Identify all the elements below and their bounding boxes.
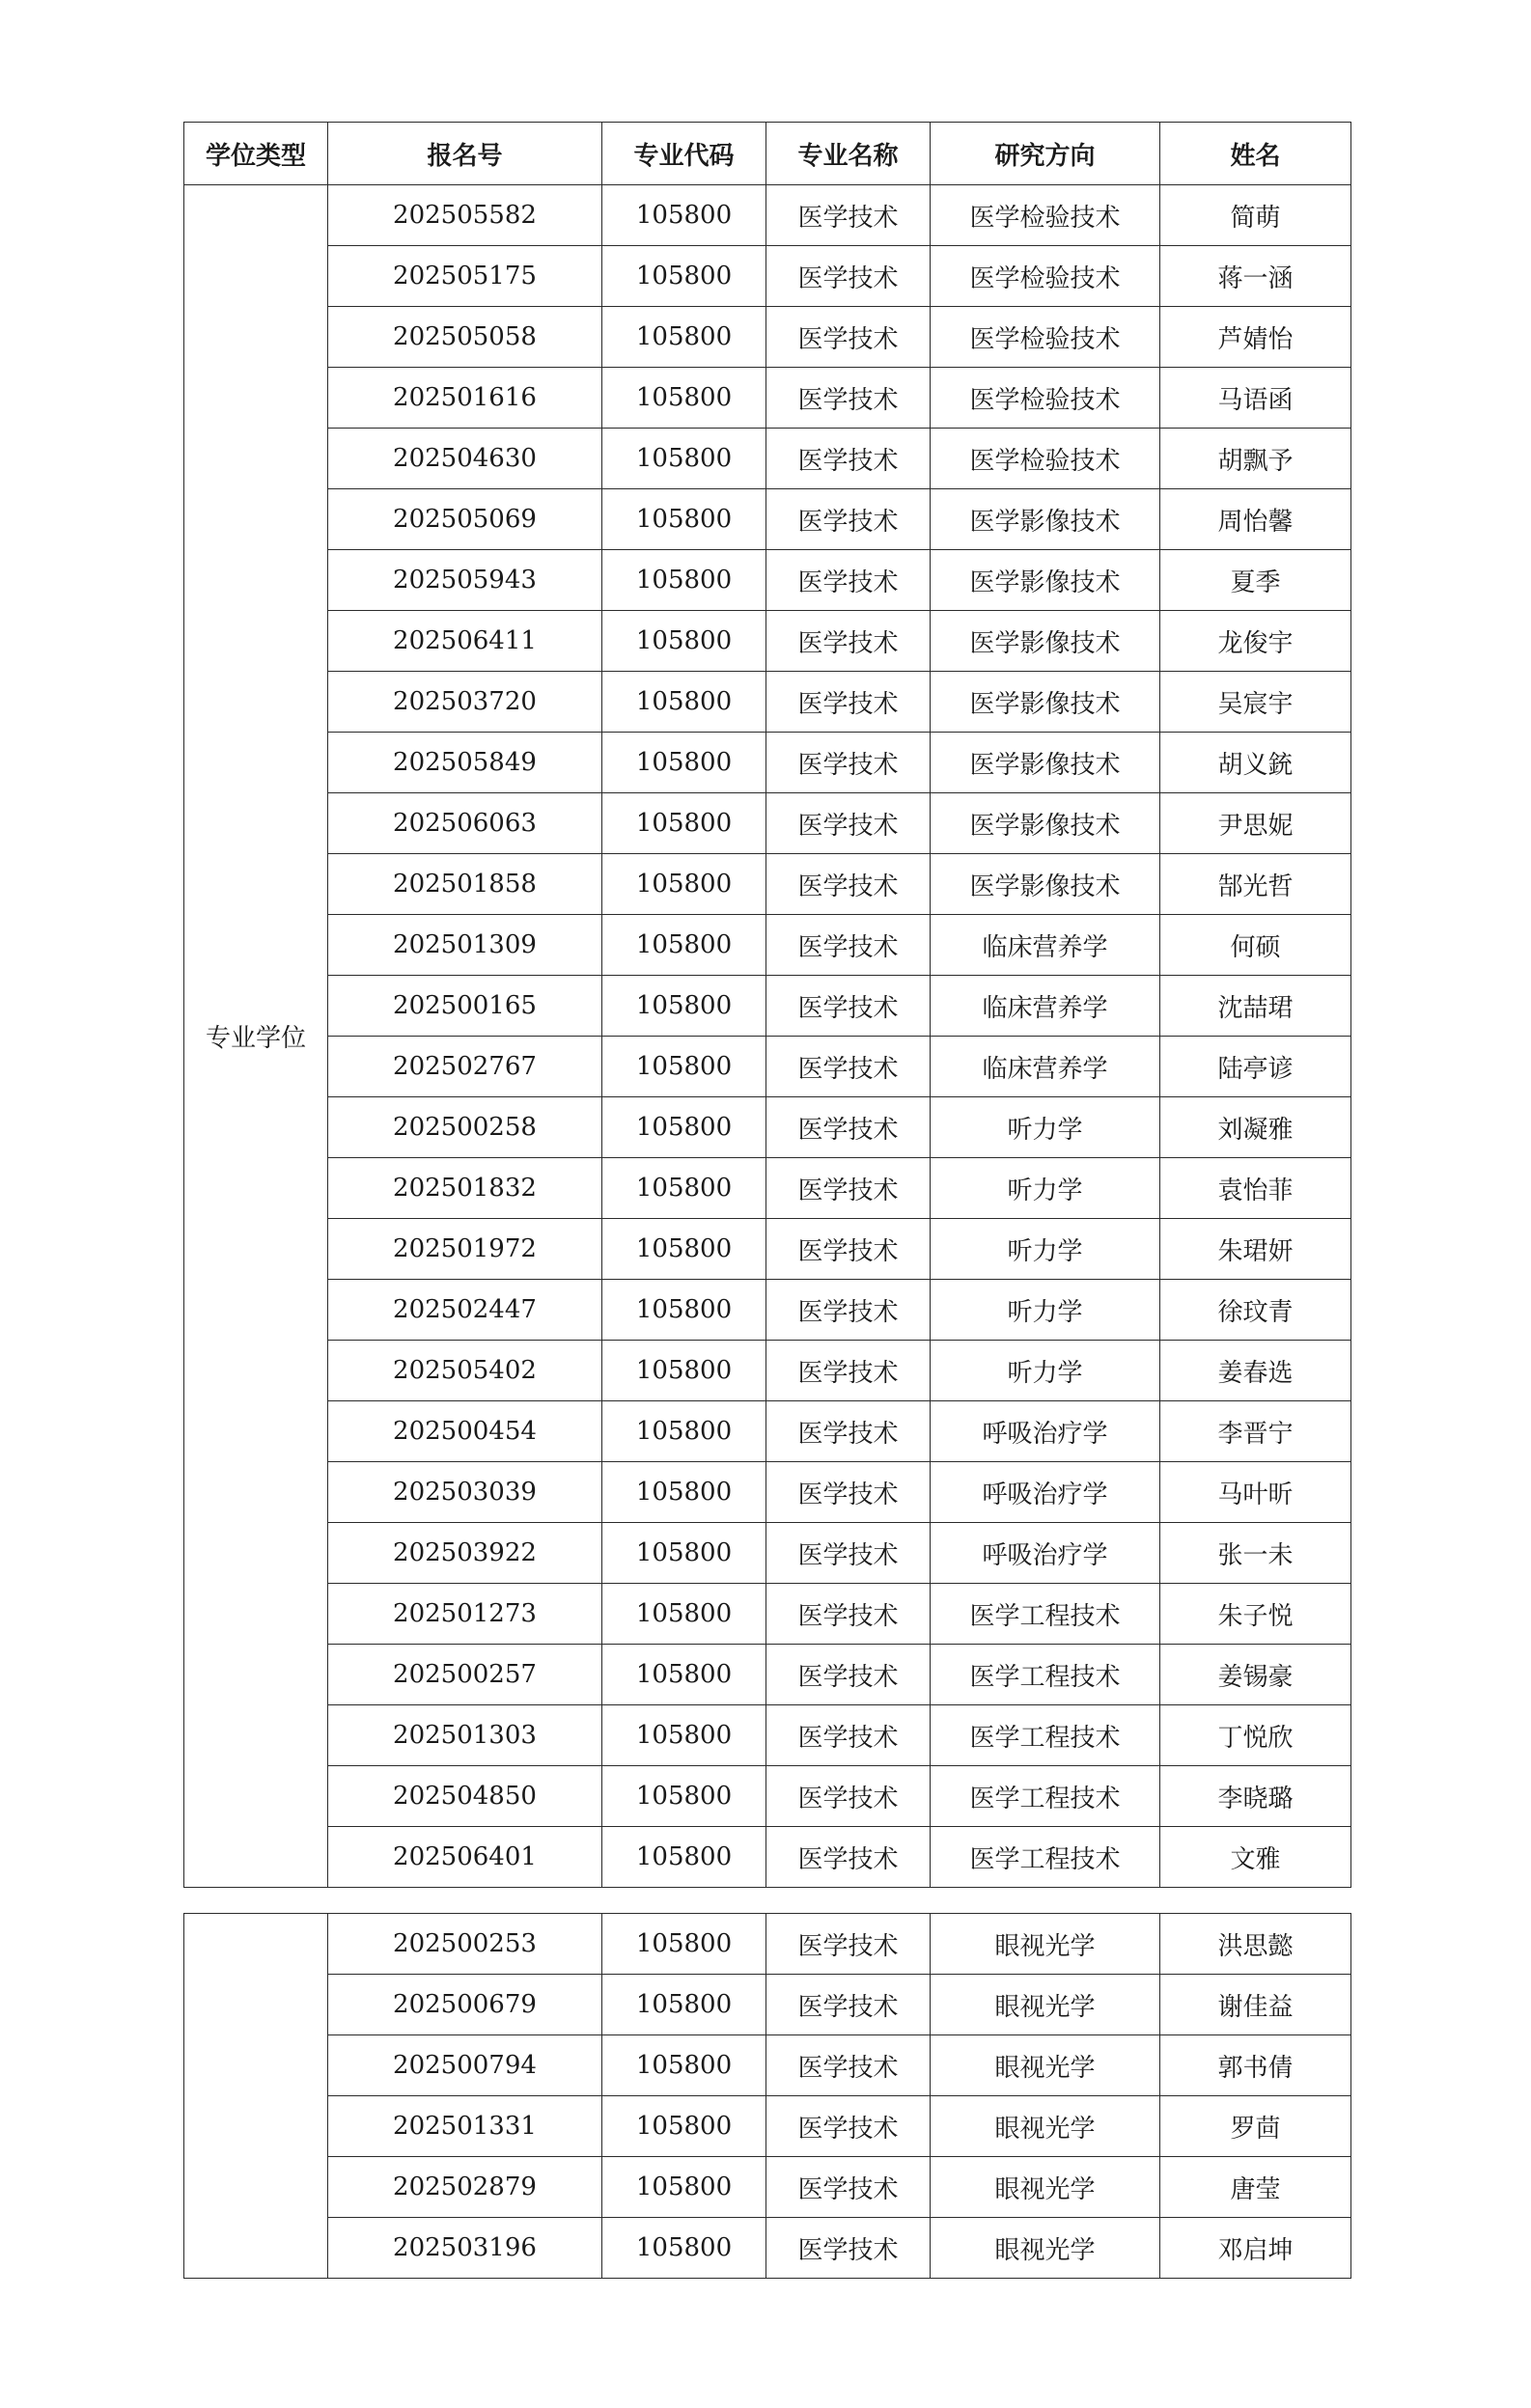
table-row (184, 1401, 1351, 1462)
major-name-cell: 医学技术 (766, 976, 931, 1037)
major-code-cell: 105800 (602, 2035, 766, 2096)
student-name-cell: 徐玟青 (1160, 1280, 1351, 1341)
major-code-cell: 105800 (602, 1766, 766, 1827)
major-name-cell: 医学技术 (766, 2218, 931, 2279)
major-code-cell: 105800 (602, 611, 766, 672)
major-code-cell: 105800 (602, 1584, 766, 1645)
major-name-cell: 医学技术 (766, 915, 931, 976)
table-row (184, 976, 1351, 1037)
table-row (184, 246, 1351, 307)
table-row (184, 1645, 1351, 1705)
student-name-cell: 芦婧怡 (1160, 307, 1351, 368)
student-name-cell: 丁悦欣 (1160, 1705, 1351, 1766)
major-name-cell: 医学技术 (766, 1341, 931, 1401)
major-name-cell: 医学技术 (766, 1097, 931, 1158)
table-row (184, 429, 1351, 489)
major-name-cell: 医学技术 (766, 1766, 931, 1827)
table-row (184, 2096, 1351, 2157)
major-name-cell: 医学技术 (766, 1462, 931, 1523)
header-major-name: 专业名称 (766, 123, 931, 185)
major-code-cell: 105800 (602, 1280, 766, 1341)
major-code-cell: 105800 (602, 1523, 766, 1584)
major-code-cell: 105800 (602, 2157, 766, 2218)
student-name-cell: 刘凝雅 (1160, 1097, 1351, 1158)
major-name-cell: 医学技术 (766, 1914, 931, 1975)
table-row (184, 2157, 1351, 2218)
major-code-cell: 105800 (602, 1975, 766, 2035)
major-name-cell: 医学技术 (766, 429, 931, 489)
table-row (184, 1584, 1351, 1645)
major-code-cell: 105800 (602, 793, 766, 854)
major-code-cell: 105800 (602, 307, 766, 368)
registration-number-cell: 202503922 (328, 1523, 602, 1584)
table-row (184, 1705, 1351, 1766)
student-name-cell: 洪思懿 (1160, 1914, 1351, 1975)
major-name-cell: 医学技术 (766, 2096, 931, 2157)
degree-type-cell: 专业学位 (184, 185, 328, 1888)
major-name-cell: 医学技术 (766, 489, 931, 550)
research-direction-cell: 临床营养学 (931, 915, 1160, 976)
header-registration-number: 报名号 (328, 123, 602, 185)
major-name-cell: 医学技术 (766, 246, 931, 307)
registration-number-cell: 202506401 (328, 1827, 602, 1888)
student-name-cell: 袁怡菲 (1160, 1158, 1351, 1219)
admission-table-2 (183, 1913, 1351, 2279)
student-name-cell: 蒋一涵 (1160, 246, 1351, 307)
research-direction-cell: 医学影像技术 (931, 611, 1160, 672)
research-direction-cell: 医学工程技术 (931, 1766, 1160, 1827)
research-direction-cell: 医学影像技术 (931, 733, 1160, 793)
major-name-cell: 医学技术 (766, 854, 931, 915)
student-name-cell: 吴宸宇 (1160, 672, 1351, 733)
header-name: 姓名 (1160, 123, 1351, 185)
major-name-cell: 医学技术 (766, 1827, 931, 1888)
registration-number-cell: 202500258 (328, 1097, 602, 1158)
registration-number-cell: 202505582 (328, 185, 602, 246)
research-direction-cell: 眼视光学 (931, 1975, 1160, 2035)
major-name-cell: 医学技术 (766, 1705, 931, 1766)
table-row (184, 1914, 1351, 1975)
registration-number-cell: 202505069 (328, 489, 602, 550)
research-direction-cell: 医学影像技术 (931, 793, 1160, 854)
student-name-cell: 简萌 (1160, 185, 1351, 246)
table-row (184, 1219, 1351, 1280)
research-direction-cell: 眼视光学 (931, 2096, 1160, 2157)
table-header-row (184, 123, 1351, 185)
major-code-cell: 105800 (602, 733, 766, 793)
research-direction-cell: 眼视光学 (931, 2035, 1160, 2096)
research-direction-cell: 医学影像技术 (931, 489, 1160, 550)
student-name-cell: 朱子悦 (1160, 1584, 1351, 1645)
major-name-cell: 医学技术 (766, 1975, 931, 2035)
header-major-code: 专业代码 (602, 123, 766, 185)
research-direction-cell: 呼吸治疗学 (931, 1462, 1160, 1523)
student-name-cell: 朱珺妍 (1160, 1219, 1351, 1280)
major-name-cell: 医学技术 (766, 1158, 931, 1219)
student-name-cell: 马叶昕 (1160, 1462, 1351, 1523)
table-row (184, 368, 1351, 429)
student-name-cell: 李晋宁 (1160, 1401, 1351, 1462)
registration-number-cell: 202501616 (328, 368, 602, 429)
student-name-cell: 文雅 (1160, 1827, 1351, 1888)
major-code-cell: 105800 (602, 1401, 766, 1462)
table-row (184, 915, 1351, 976)
major-name-cell: 医学技术 (766, 1645, 931, 1705)
table-row (184, 1827, 1351, 1888)
registration-number-cell: 202502447 (328, 1280, 602, 1341)
student-name-cell: 马语函 (1160, 368, 1351, 429)
table-row (184, 1037, 1351, 1097)
student-name-cell: 郭书倩 (1160, 2035, 1351, 2096)
major-code-cell: 105800 (602, 185, 766, 246)
student-name-cell: 郜光哲 (1160, 854, 1351, 915)
table-row (184, 1523, 1351, 1584)
major-code-cell: 105800 (602, 2218, 766, 2279)
major-code-cell: 105800 (602, 1219, 766, 1280)
registration-number-cell: 202500454 (328, 1401, 602, 1462)
research-direction-cell: 医学工程技术 (931, 1584, 1160, 1645)
student-name-cell: 尹思妮 (1160, 793, 1351, 854)
major-name-cell: 医学技术 (766, 1219, 931, 1280)
registration-number-cell: 202502767 (328, 1037, 602, 1097)
research-direction-cell: 医学检验技术 (931, 429, 1160, 489)
table-row (184, 793, 1351, 854)
table-row (184, 489, 1351, 550)
student-name-cell: 夏季 (1160, 550, 1351, 611)
major-name-cell: 医学技术 (766, 793, 931, 854)
student-name-cell: 胡飘予 (1160, 429, 1351, 489)
research-direction-cell: 呼吸治疗学 (931, 1523, 1160, 1584)
table-row (184, 611, 1351, 672)
major-code-cell: 105800 (602, 368, 766, 429)
major-code-cell: 105800 (602, 915, 766, 976)
research-direction-cell: 医学工程技术 (931, 1645, 1160, 1705)
research-direction-cell: 医学影像技术 (931, 854, 1160, 915)
header-research-direction: 研究方向 (931, 123, 1160, 185)
table-row (184, 854, 1351, 915)
table-row (184, 2218, 1351, 2279)
major-code-cell: 105800 (602, 246, 766, 307)
registration-number-cell: 202501303 (328, 1705, 602, 1766)
major-code-cell: 105800 (602, 1705, 766, 1766)
student-name-cell: 李晓璐 (1160, 1766, 1351, 1827)
major-name-cell: 医学技术 (766, 307, 931, 368)
table-row (184, 1158, 1351, 1219)
student-name-cell: 龙俊宇 (1160, 611, 1351, 672)
major-name-cell: 医学技术 (766, 1280, 931, 1341)
registration-number-cell: 202501972 (328, 1219, 602, 1280)
registration-number-cell: 202500257 (328, 1645, 602, 1705)
major-code-cell: 105800 (602, 1827, 766, 1888)
major-code-cell: 105800 (602, 550, 766, 611)
research-direction-cell: 医学影像技术 (931, 550, 1160, 611)
major-name-cell: 医学技术 (766, 672, 931, 733)
major-name-cell: 医学技术 (766, 1584, 931, 1645)
admission-table-1 (183, 122, 1351, 1888)
major-name-cell: 医学技术 (766, 733, 931, 793)
research-direction-cell: 临床营养学 (931, 976, 1160, 1037)
registration-number-cell: 202505175 (328, 246, 602, 307)
research-direction-cell: 听力学 (931, 1097, 1160, 1158)
research-direction-cell: 医学检验技术 (931, 307, 1160, 368)
major-code-cell: 105800 (602, 429, 766, 489)
table-row (184, 550, 1351, 611)
table-row (184, 2035, 1351, 2096)
student-name-cell: 谢佳益 (1160, 1975, 1351, 2035)
research-direction-cell: 听力学 (931, 1341, 1160, 1401)
major-code-cell: 105800 (602, 854, 766, 915)
student-name-cell: 胡义銃 (1160, 733, 1351, 793)
major-name-cell: 医学技术 (766, 1523, 931, 1584)
registration-number-cell: 202500253 (328, 1914, 602, 1975)
major-code-cell: 105800 (602, 1645, 766, 1705)
registration-number-cell: 202501273 (328, 1584, 602, 1645)
research-direction-cell: 医学影像技术 (931, 672, 1160, 733)
major-code-cell: 105800 (602, 1158, 766, 1219)
degree-type-cell (184, 1914, 328, 2279)
research-direction-cell: 医学工程技术 (931, 1705, 1160, 1766)
registration-number-cell: 202503039 (328, 1462, 602, 1523)
research-direction-cell: 听力学 (931, 1158, 1160, 1219)
registration-number-cell: 202504850 (328, 1766, 602, 1827)
student-name-cell: 罗茴 (1160, 2096, 1351, 2157)
student-name-cell: 周怡馨 (1160, 489, 1351, 550)
registration-number-cell: 202501309 (328, 915, 602, 976)
research-direction-cell: 听力学 (931, 1280, 1160, 1341)
research-direction-cell: 医学检验技术 (931, 246, 1160, 307)
table-row (184, 185, 1351, 246)
major-code-cell: 105800 (602, 1037, 766, 1097)
registration-number-cell: 202505058 (328, 307, 602, 368)
header-degree-type: 学位类型 (184, 123, 328, 185)
research-direction-cell: 呼吸治疗学 (931, 1401, 1160, 1462)
student-name-cell: 沈喆珺 (1160, 976, 1351, 1037)
research-direction-cell: 临床营养学 (931, 1037, 1160, 1097)
table-row (184, 733, 1351, 793)
research-direction-cell: 医学检验技术 (931, 185, 1160, 246)
major-name-cell: 医学技术 (766, 1401, 931, 1462)
registration-number-cell: 202501832 (328, 1158, 602, 1219)
registration-number-cell: 202503720 (328, 672, 602, 733)
student-name-cell: 姜春选 (1160, 1341, 1351, 1401)
major-code-cell: 105800 (602, 672, 766, 733)
registration-number-cell: 202502879 (328, 2157, 602, 2218)
registration-number-cell: 202505402 (328, 1341, 602, 1401)
registration-number-cell: 202503196 (328, 2218, 602, 2279)
table-row (184, 672, 1351, 733)
table-row (184, 1462, 1351, 1523)
table-row (184, 1341, 1351, 1401)
registration-number-cell: 202505943 (328, 550, 602, 611)
table-row (184, 307, 1351, 368)
registration-number-cell: 202500794 (328, 2035, 602, 2096)
research-direction-cell: 眼视光学 (931, 2157, 1160, 2218)
student-name-cell: 何硕 (1160, 915, 1351, 976)
research-direction-cell: 医学检验技术 (931, 368, 1160, 429)
table-row (184, 1280, 1351, 1341)
major-name-cell: 医学技术 (766, 550, 931, 611)
research-direction-cell: 听力学 (931, 1219, 1160, 1280)
registration-number-cell: 202506063 (328, 793, 602, 854)
research-direction-cell: 眼视光学 (931, 1914, 1160, 1975)
student-name-cell: 姜锡豪 (1160, 1645, 1351, 1705)
student-name-cell: 邓启坤 (1160, 2218, 1351, 2279)
registration-number-cell: 202504630 (328, 429, 602, 489)
student-name-cell: 唐莹 (1160, 2157, 1351, 2218)
table-row (184, 1975, 1351, 2035)
registration-number-cell: 202505849 (328, 733, 602, 793)
table-row (184, 1766, 1351, 1827)
major-name-cell: 医学技术 (766, 2035, 931, 2096)
registration-number-cell: 202501331 (328, 2096, 602, 2157)
major-name-cell: 医学技术 (766, 2157, 931, 2218)
major-code-cell: 105800 (602, 1914, 766, 1975)
registration-number-cell: 202501858 (328, 854, 602, 915)
registration-number-cell: 202506411 (328, 611, 602, 672)
student-name-cell: 陆亭谚 (1160, 1037, 1351, 1097)
major-name-cell: 医学技术 (766, 185, 931, 246)
major-name-cell: 医学技术 (766, 611, 931, 672)
major-code-cell: 105800 (602, 1097, 766, 1158)
major-code-cell: 105800 (602, 1341, 766, 1401)
major-code-cell: 105800 (602, 1462, 766, 1523)
major-name-cell: 医学技术 (766, 368, 931, 429)
registration-number-cell: 202500165 (328, 976, 602, 1037)
registration-number-cell: 202500679 (328, 1975, 602, 2035)
research-direction-cell: 医学工程技术 (931, 1827, 1160, 1888)
major-code-cell: 105800 (602, 976, 766, 1037)
research-direction-cell: 眼视光学 (931, 2218, 1160, 2279)
student-name-cell: 张一未 (1160, 1523, 1351, 1584)
major-name-cell: 医学技术 (766, 1037, 931, 1097)
major-code-cell: 105800 (602, 489, 766, 550)
table-row (184, 1097, 1351, 1158)
major-code-cell: 105800 (602, 2096, 766, 2157)
